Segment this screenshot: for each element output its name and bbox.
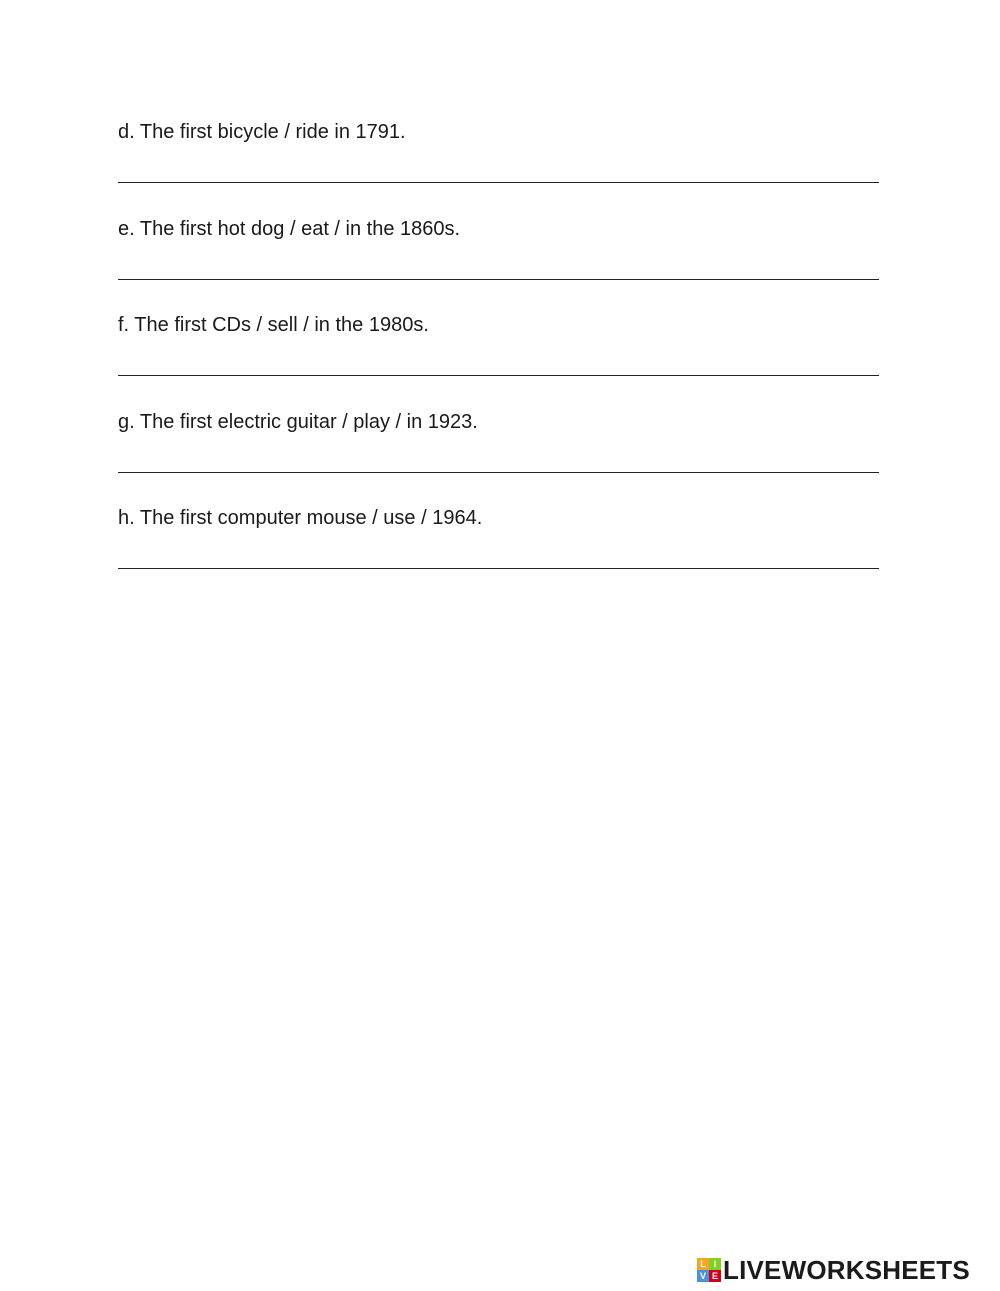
liveworksheets-logo-icon <box>697 1258 721 1282</box>
exercise-prompt: d. The first bicycle / ride in 1791. <box>118 121 406 143</box>
liveworksheets-brand <box>697 1255 970 1285</box>
exercise-prompt: f. The first CDs / sell / in the 1980s. <box>118 314 429 336</box>
exercise-item-f <box>118 311 880 408</box>
answer-field-d[interactable] <box>118 182 879 183</box>
exercise-prompt: e. The first hot dog / eat / in the 1860s. <box>118 217 461 240</box>
answer-field-e[interactable] <box>118 279 879 280</box>
exercise-item-d <box>118 118 880 215</box>
worksheet <box>118 118 880 601</box>
answer-field-g[interactable] <box>118 472 879 473</box>
brand-name: LIVEWORKSHEETS <box>723 1255 970 1285</box>
answer-field-h[interactable] <box>118 568 879 569</box>
logo-tile: E <box>709 1270 721 1282</box>
exercise-item-e <box>118 215 880 312</box>
exercise-item-g <box>118 408 880 505</box>
exercise-item-h <box>118 504 880 601</box>
answer-field-f[interactable] <box>118 375 879 376</box>
exercise-prompt: g. The first electric guitar / play / in 1923. <box>118 410 478 433</box>
exercise-prompt: h. The first computer mouse / use / 1964. <box>118 507 483 529</box>
logo-tile: V <box>697 1270 709 1282</box>
logo-tile: L <box>697 1258 709 1270</box>
logo-tile: I <box>709 1258 721 1270</box>
